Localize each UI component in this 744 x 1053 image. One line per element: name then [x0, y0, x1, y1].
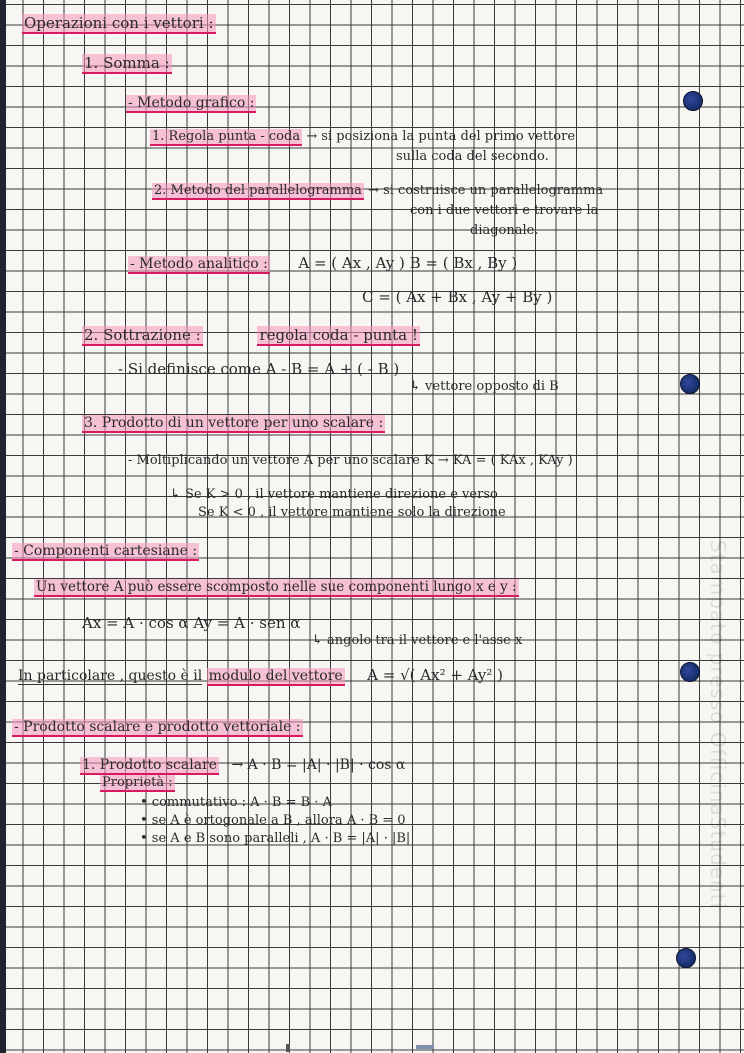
rule-label: 2. Metodo del parallelogramma [154, 183, 362, 198]
binder-hole [676, 948, 696, 968]
rule-text: → si posiziona la punta del primo vettore [306, 129, 576, 144]
subheading: - Metodo grafico : [128, 95, 255, 111]
analytic-sum-eq: C = ( Ax + Bx , Ay + By ) [362, 288, 553, 306]
page-edge [0, 0, 6, 1053]
rule-label: 1. Regola punta - coda [152, 129, 301, 144]
watermark: Stampato presso OfficinaStudenti [706, 540, 730, 910]
angle-note: ↳ angolo tra il vettore e l'asse x [312, 633, 523, 648]
modulus-intro: In particolare , questo è il [18, 668, 203, 684]
rule-text-cont: diagonale. [470, 223, 539, 238]
analytic-eq: A = ( Ax , Ay ) B = ( Bx , By ) [298, 254, 518, 272]
binder-hole [683, 91, 703, 111]
property-item: • se A e B sono paralleli , A · B = |A| · |B| [140, 831, 411, 846]
subheading: - Metodo analitico : [130, 256, 268, 272]
page-title: Operazioni con i vettori : [24, 14, 214, 32]
subtraction-definition: - Si definisce come A - B = A + ( - B ) [118, 360, 400, 378]
rule-text: → si costruisce un parallelogramma [368, 183, 604, 198]
property-item: • se A è ortogonale a B , allora A · B = 0 [140, 813, 406, 828]
rule-punta-coda [150, 128, 575, 146]
rule-text-cont: sulla coda del secondo. [396, 149, 549, 164]
scalar-product-row [80, 756, 405, 774]
property-item: • commutativo : A · B = B · A [140, 795, 332, 810]
scalar-label: 1. Prodotto scalare [82, 757, 218, 773]
page-title-row [22, 14, 216, 32]
section-heading: 1. Somma : [84, 54, 170, 72]
section-heading: - Componenti cartesiane : [14, 543, 198, 559]
binder-hole [680, 374, 700, 394]
page-mark [416, 1045, 434, 1049]
section-scalar-product [82, 414, 385, 432]
binder-hole [680, 662, 700, 682]
section-somma [82, 54, 172, 72]
case-positive: ↳ Se K > 0 , il vettore mantiene direzione e verso [170, 487, 498, 502]
method-analytic [128, 254, 517, 273]
modulus-row [18, 666, 503, 685]
props-title: Proprietà : [102, 775, 173, 790]
method-graphic [126, 94, 256, 112]
rule-parallelogram [152, 182, 603, 200]
section-heading: - Prodotto scalare e prodotto vettoriale : [14, 719, 301, 735]
section-heading: 3. Prodotto di un vettore per uno scalare : [84, 415, 384, 431]
component-eq: Ax = A · cos α Ay = A · sen α [82, 614, 301, 632]
section-heading: 2. Sottrazione : [84, 326, 201, 344]
rule-coda-punta: regola coda - punta ! [259, 326, 418, 344]
scalar-multiplication: - Moltiplicando un vettore A per uno scalare K → KA = ( KAx , KAy ) [128, 453, 573, 468]
subtraction-note: ↳ vettore opposto di B [410, 379, 559, 394]
cartesian-statement: Un vettore A può essere scomposto nelle sue componenti lungo x e y : [36, 579, 517, 595]
modulus-eq: A = √( Ax² + Ay² ) [367, 666, 504, 684]
page-mark [286, 1044, 290, 1052]
cartesian-intro [34, 578, 519, 596]
section-cartesian [12, 542, 199, 560]
scalar-eq: → A · B = |A| · |B| · cos α [231, 757, 406, 773]
case-negative: Se K < 0 , il vettore mantiene solo la direzione [198, 505, 506, 520]
section-products [12, 718, 303, 736]
modulus-label: modulo del vettore [208, 668, 343, 684]
properties-title [100, 774, 175, 792]
rule-text-cont: con i due vettori e trovare la [410, 203, 599, 218]
section-sottrazione [82, 326, 420, 344]
